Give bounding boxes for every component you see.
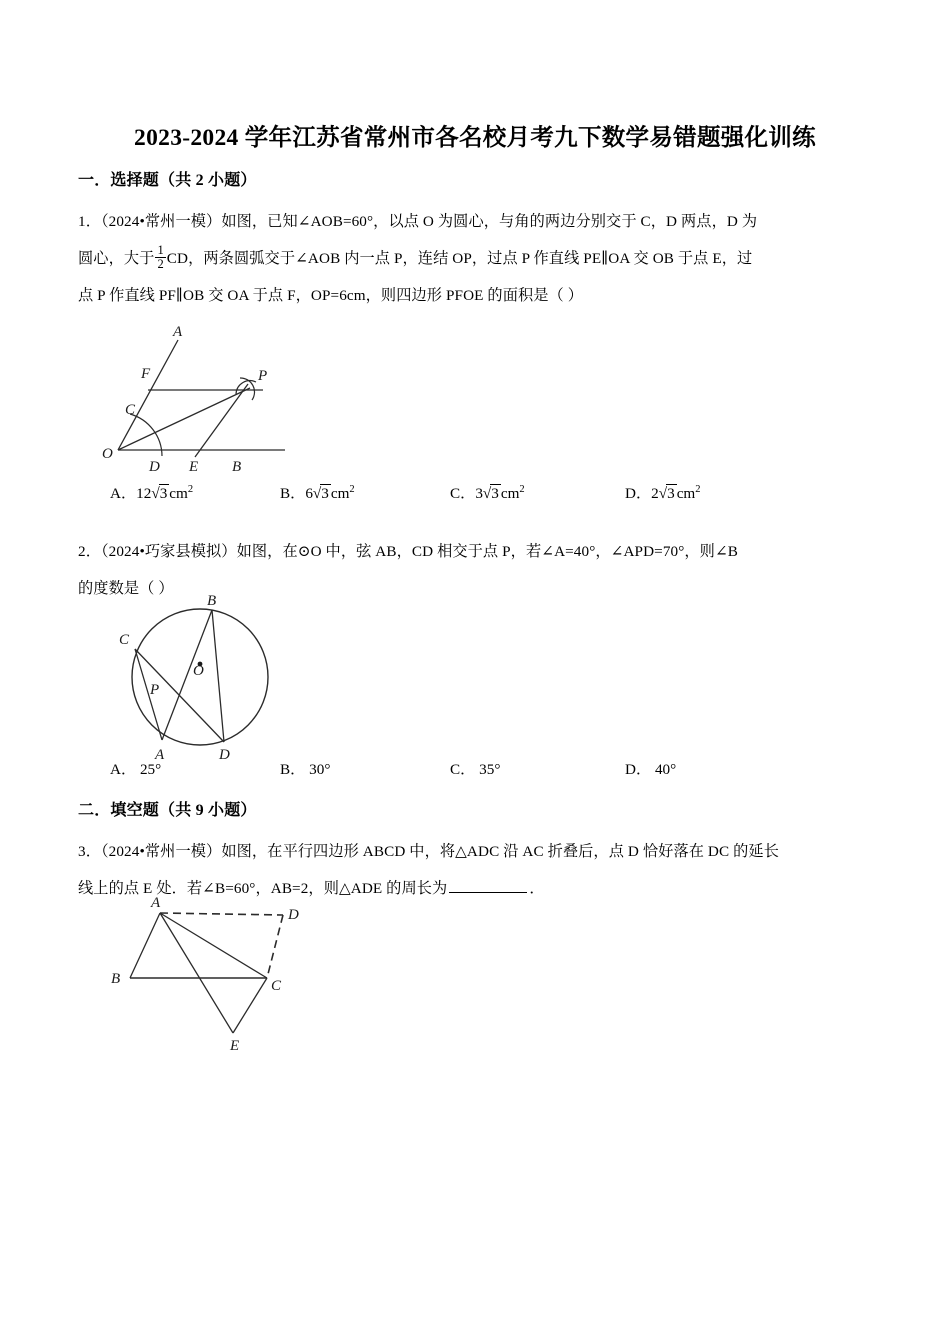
choice-2-C-value: 35°: [479, 761, 501, 778]
figure-2-label-C: C: [119, 632, 130, 648]
question-2-line-1: [78, 533, 878, 570]
sqrt-icon: √3: [482, 485, 499, 502]
question-1-text: [78, 203, 878, 314]
choice-2-A-label: A．: [110, 761, 137, 778]
figure-3-label-B: B: [111, 971, 121, 987]
choice-1-A-label: A．: [110, 485, 137, 502]
choice-1-B-exp: 2: [349, 483, 355, 495]
figure-2-label-D: D: [219, 747, 230, 763]
question-1-line-2: [78, 240, 878, 277]
question-1-body-line3: 点 P 作直线 PF∥OB 交 OA 于点 F，OP=6cm，则四边形 PFOE 的面积是（ ）: [78, 287, 584, 304]
question-3-body-line2a: 线上的点 E 处．若∠B=60°，AB=2，则△ADE 的周长为: [78, 880, 448, 897]
question-3-body-line2b: ．: [529, 880, 545, 897]
figure-1-label-O: O: [102, 446, 113, 462]
choice-2-A[interactable]: [110, 758, 161, 779]
choice-1-C-label: C．: [450, 485, 476, 502]
choice-2-C[interactable]: [450, 758, 500, 779]
sqrt-icon: √3: [312, 485, 329, 502]
figure-2-label-B: B: [207, 593, 217, 609]
choice-1-C-unit: cm: [500, 485, 520, 502]
choice-1-C-radicand: 3: [491, 485, 499, 502]
question-3-body-line1: 如图，在平行四边形 ABCD 中，将△ADC 沿 AC 折叠后，点 D 恰好落在 DC 的延长: [221, 843, 779, 860]
choice-1-A-unit: cm: [169, 485, 188, 502]
figure-1-label-C: C: [125, 402, 136, 418]
figure-1-label-E: E: [189, 459, 199, 475]
choice-1-B-label: B．: [280, 485, 306, 502]
choice-2-A-value: 25°: [139, 761, 162, 778]
question-1-source: （2024•常州一模）: [100, 213, 222, 230]
figure-1-label-F: F: [141, 366, 151, 382]
choice-1-C[interactable]: [450, 482, 525, 503]
figure-3-label-C: C: [271, 978, 282, 994]
figure-1-label-B: B: [232, 459, 242, 475]
figure-3-label-A: A: [151, 895, 161, 911]
figure-question-2: [118, 592, 338, 764]
section-heading-choice: 一．选择题（共 2 小题）: [78, 172, 257, 189]
choice-1-C-exp: 2: [519, 483, 525, 495]
question-2-number: 2．: [78, 543, 101, 560]
figure-question-1: [100, 322, 370, 482]
fraction-numerator: 1: [157, 242, 164, 257]
choice-2-B-label: B．: [280, 761, 306, 778]
question-1-number: 1．: [78, 213, 101, 230]
question-2-body-line2: 的度数是（ ）: [78, 580, 174, 597]
question-1-body-line1: 如图，已知∠AOB=60°，以点 O 为圆心，与角的两边分别交于 C，D 两点，D 为: [221, 213, 758, 230]
question-1-line-1: [78, 203, 878, 240]
choice-1-D-coef: 2: [651, 485, 659, 502]
figure-1-label-A: A: [173, 324, 183, 340]
sqrt-icon: √3: [151, 485, 168, 502]
section-heading-fill-blank: 二．填空题（共 9 小题）: [78, 802, 257, 819]
answer-blank[interactable]: [449, 878, 527, 893]
choice-1-D[interactable]: [625, 482, 701, 503]
figure-2-label-O: O: [193, 663, 204, 679]
figure-1-label-P: P: [258, 368, 268, 384]
choice-1-D-unit: cm: [676, 485, 696, 502]
choice-1-A-exp: 2: [187, 483, 194, 495]
figure-1-label-D: D: [149, 459, 160, 475]
figure-2-label-P: P: [150, 682, 160, 698]
fraction-one-half: [155, 244, 165, 271]
choice-2-B[interactable]: [280, 758, 330, 779]
question-3-source: （2024•常州一模）: [100, 843, 222, 860]
choice-1-A-radicand: 3: [159, 485, 168, 502]
page-title: 2023-2024 学年江苏省常州市各名校月考九下数学易错题强化训练: [134, 125, 816, 151]
figure-3-label-E: E: [230, 1038, 240, 1054]
choice-1-D-label: D．: [625, 485, 652, 502]
choice-1-B-unit: cm: [330, 485, 350, 502]
choice-2-D[interactable]: [625, 758, 676, 779]
figure-question-3: [110, 893, 340, 1058]
choice-1-A[interactable]: [110, 482, 193, 503]
question-1-line-3: [78, 277, 878, 314]
choice-1-D-radicand: 3: [667, 485, 675, 502]
question-1-body-line2a: 圆心，大于: [78, 250, 155, 267]
choice-1-D-exp: 2: [695, 483, 701, 495]
choice-2-C-label: C．: [450, 761, 476, 778]
choice-1-C-coef: 3: [475, 485, 483, 502]
choice-1-B[interactable]: [280, 482, 355, 503]
fraction-denominator: 2: [157, 256, 164, 271]
question-2-source: （2024•巧家县模拟）: [100, 543, 237, 560]
sqrt-icon: √3: [658, 485, 675, 502]
question-2-body-line1: 如图，在⊙O 中，弦 AB，CD 相交于点 P，若∠A=40°，∠APD=70°，则∠B: [236, 543, 739, 560]
choice-2-D-value: 40°: [654, 761, 677, 778]
question-3-number: 3．: [78, 843, 101, 860]
choice-1-B-radicand: 3: [321, 485, 329, 502]
choice-2-D-label: D．: [625, 761, 652, 778]
question-1-body-line2b: CD，两条圆弧交于∠AOB 内一点 P，连结 OP，过点 P 作直线 PE∥OA 交 OB 于点 E，过: [166, 250, 753, 267]
question-3-line-1: [78, 833, 888, 870]
figure-2-label-A: A: [155, 747, 165, 763]
choice-1-A-coef: 12: [136, 485, 152, 502]
figure-3-label-D: D: [288, 907, 299, 923]
choice-2-B-value: 30°: [309, 761, 331, 778]
choice-1-B-coef: 6: [305, 485, 313, 502]
